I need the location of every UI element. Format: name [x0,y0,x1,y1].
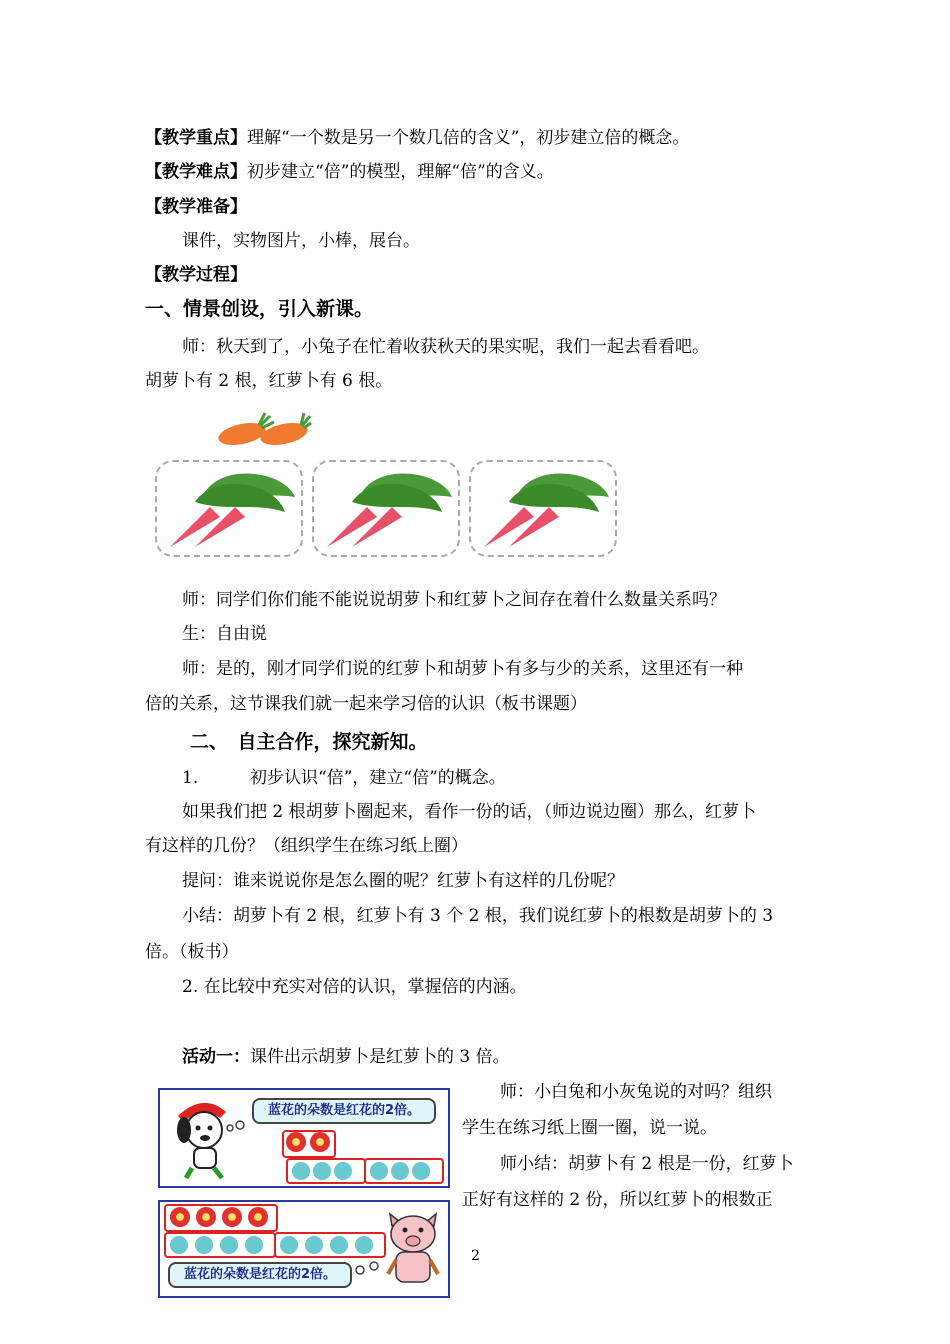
dog-icon [168,1094,238,1180]
page-number: 2 [471,1248,480,1264]
radish-pair-2 [322,462,457,552]
teaching-focus-label: 【教学重点】 [145,128,247,148]
paragraph: 提问：谁来说说你是怎么圈的呢？红萝卜有这样的几份呢？ [182,871,624,891]
paragraph: 小结：胡萝卜有 2 根，红萝卜有 3 个 2 根，我们说红萝卜的根数是胡萝卜的 3 [182,906,774,926]
red-flower-group [164,1204,278,1232]
activity-line [182,1045,510,1069]
blue-flower-icon [313,1162,331,1180]
pig-icon [382,1204,444,1292]
teaching-preparation-label: 【教学准备】 [145,197,247,217]
blue-flower-icon [330,1236,348,1254]
teaching-preparation-text: 课件，实物图片，小棒，展台。 [182,231,420,251]
blue-flower-group-1 [286,1158,366,1184]
red-flower-group [282,1130,336,1158]
blue-flower-group-2 [364,1158,444,1184]
red-flower-icon [248,1207,268,1227]
thought-dots-icon [226,1118,250,1134]
blue-flower-icon [170,1236,188,1254]
paragraph: 倍的关系，这节课我们就一起来学习倍的认识（板书课题） [145,694,587,714]
blue-flower-icon [220,1236,238,1254]
activity-label: 活动一： [182,1047,250,1067]
paragraph: 生：自由说 [182,624,267,644]
subsection-2: 2. 在比较中充实对倍的认识，掌握倍的内涵。 [182,977,527,997]
radish-pair-1 [165,462,300,552]
paragraph: 如果我们把 2 根胡萝卜圈起来，看作一份的话，（师边说边圈）那么，红萝卜 [182,802,757,822]
activity-text: 课件出示胡萝卜是红萝卜的 3 倍。 [250,1047,510,1067]
teaching-difficulty-line [145,160,554,184]
red-flower-icon [222,1207,242,1227]
side-paragraph: 学生在练习纸上圈一圈，说一说。 [462,1118,717,1138]
blue-flower-icon [412,1162,430,1180]
flower-card-dog [158,1088,450,1188]
subsection-text: 初步认识“倍”，建立“倍”的概念。 [250,768,506,788]
speech-bubble: 蓝花的朵数是红花的2倍。 [252,1098,436,1124]
teaching-focus-line [145,126,689,150]
paragraph: 有这样的几份？（组织学生在练习纸上圈） [145,836,468,856]
thought-dots-icon [354,1260,382,1278]
teaching-focus-text: 理解“一个数是另一个数几倍的含义”，初步建立倍的概念。 [247,128,690,148]
blue-flower-group-2 [274,1232,386,1258]
blue-flower-icon [370,1162,388,1180]
speech-bubble: 蓝花的朵数是红花的2倍。 [168,1262,352,1288]
blue-flower-icon [305,1236,323,1254]
paragraph: 师：秋天到了，小兔子在忙着收获秋天的果实呢，我们一起去看看吧。 [182,337,709,357]
side-paragraph: 正好有这样的 2 份，所以红萝卜的根数正 [462,1190,773,1210]
radish-pair-3 [479,462,614,552]
blue-flower-icon [334,1162,352,1180]
blue-flower-group-1 [164,1232,276,1258]
paragraph: 师：是的，刚才同学们说的红萝卜和胡萝卜有多与少的关系，这里还有一种 [182,659,743,679]
red-flower-icon [170,1207,190,1227]
red-flower-icon [196,1207,216,1227]
side-paragraph: 师小结：胡萝卜有 2 根是一份，红萝卜 [500,1154,794,1174]
paragraph: 师：同学们你们能不能说说胡萝卜和红萝卜之间存在着什么数量关系吗？ [182,590,726,610]
blue-flower-icon [292,1162,310,1180]
section-heading-2: 二、 自主合作，探究新知。 [190,731,428,753]
blue-flower-icon [391,1162,409,1180]
section-heading-1: 一、情景创设，引入新课。 [145,298,374,320]
carrot-image [212,406,312,452]
paragraph: 倍。（板书） [145,942,239,962]
subsection-1 [182,766,506,790]
teaching-difficulty-label: 【教学难点】 [145,162,247,182]
blue-flower-icon [245,1236,263,1254]
blue-flower-icon [195,1236,213,1254]
blue-flower-icon [355,1236,373,1254]
teaching-difficulty-text: 初步建立“倍”的模型，理解“倍”的含义。 [247,162,554,182]
teaching-process-label: 【教学过程】 [145,265,247,285]
paragraph: 胡萝卜有 2 根，红萝卜有 6 根。 [145,371,393,391]
flower-card-pig [158,1200,450,1298]
subsection-number: 1. [182,768,199,788]
side-paragraph: 师：小白兔和小灰兔说的对吗？组织 [500,1082,772,1102]
blue-flower-icon [280,1236,298,1254]
